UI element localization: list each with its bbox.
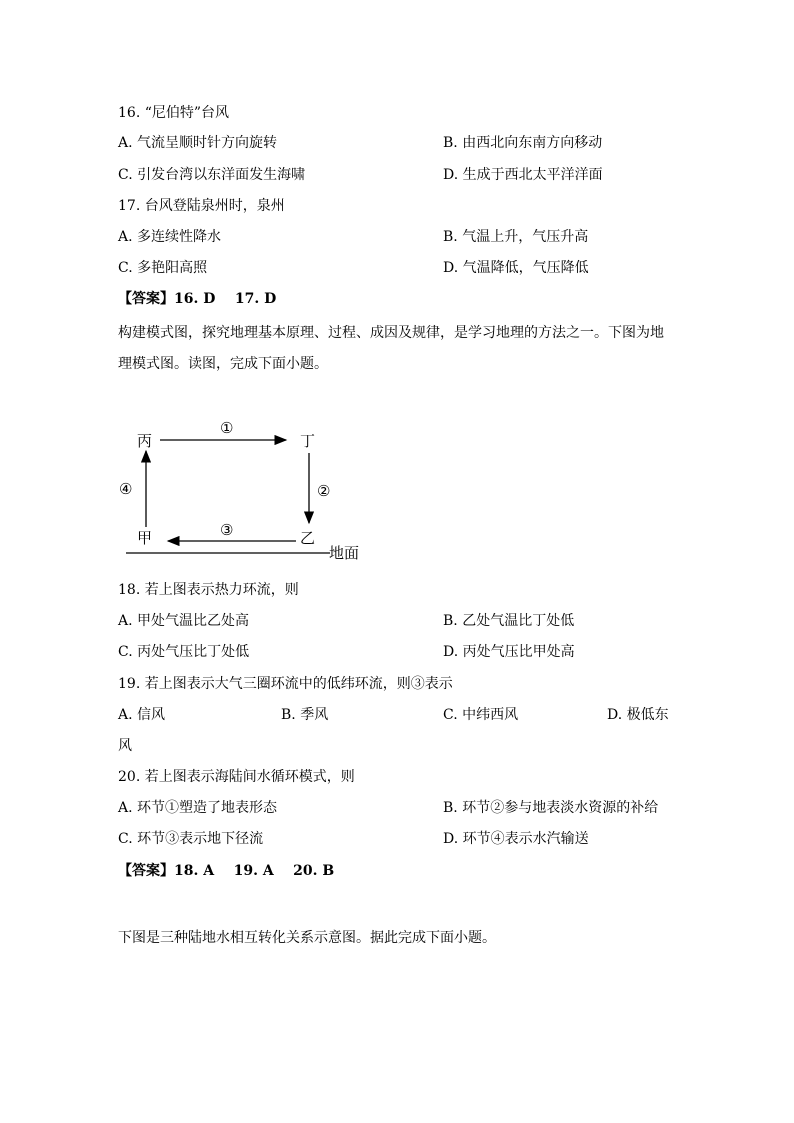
- label-4: ④: [119, 480, 133, 498]
- q17-option-c: C. 多艳阳高照: [118, 260, 208, 276]
- answer-text: 16. D 17. D: [174, 291, 277, 307]
- label-ground: 地面: [329, 544, 360, 562]
- q17-option-a: A. 多连续性降水: [118, 229, 222, 245]
- intro-line-2: 理模式图。读图，完成下面小题。: [118, 356, 328, 372]
- intro-line-1: 构建模式图，探究地理基本原理、过程、成因及规律，是学习地理的方法之一。下图为地: [118, 325, 664, 341]
- q19-stem: 19. 若上图表示大气三圈环流中的低纬环流，则③表示: [118, 676, 453, 692]
- q19-option-c: C. 中纬西风: [443, 707, 519, 723]
- q16-option-c: C. 引发台湾以东洋面发生海啸: [118, 167, 306, 183]
- label-bing: 丙: [137, 432, 153, 450]
- label-3: ③: [220, 521, 234, 539]
- q16-option-b: B. 由西北向东南方向移动: [443, 135, 603, 151]
- q17-stem: 17. 台风登陆泉州时，泉州: [118, 198, 285, 214]
- q16-option-d: D. 生成于西北太平洋洋面: [443, 167, 603, 183]
- label-2: ②: [317, 482, 331, 500]
- label-1: ①: [220, 419, 234, 437]
- answer-label: 【答案】: [118, 291, 174, 307]
- q18-option-b: B. 乙处气温比丁处低: [443, 613, 575, 629]
- q18-option-a: A. 甲处气温比乙处高: [118, 613, 250, 629]
- q20-stem: 20. 若上图表示海陆间水循环模式，则: [118, 769, 355, 785]
- q20-option-c: C. 环节③表示地下径流: [118, 831, 264, 847]
- answer-18-20: [118, 862, 334, 880]
- q19-option-b: B. 季风: [281, 707, 329, 723]
- q17-option-b: B. 气温上升，气压升高: [443, 229, 589, 245]
- q17-option-d: D. 气温降低，气压降低: [443, 260, 589, 276]
- geography-model-diagram: [110, 415, 370, 565]
- q19-option-a: A. 信风: [118, 707, 166, 723]
- outro-text: 下图是三种陆地水相互转化关系示意图。据此完成下面小题。: [118, 930, 496, 946]
- q20-option-a: A. 环节①塑造了地表形态: [118, 800, 278, 816]
- q20-option-d: D. 环节④表示水汽输送: [443, 831, 589, 847]
- answer-label: 【答案】: [118, 863, 174, 879]
- q19-option-d: D. 极低东: [607, 707, 669, 723]
- q18-stem: 18. 若上图表示热力环流，则: [118, 582, 299, 598]
- q20-option-b: B. 环节②参与地表淡水资源的补给: [443, 800, 659, 816]
- label-yi: 乙: [300, 529, 316, 547]
- q18-option-d: D. 丙处气压比甲处高: [443, 644, 575, 660]
- q16-option-a: A. 气流呈顺时针方向旋转: [118, 135, 278, 151]
- q19-option-d-continued: 风: [118, 738, 132, 754]
- answer-16-17: [118, 290, 276, 308]
- q16-stem: 16. “尼伯特”台风: [118, 105, 230, 121]
- label-ding: 丁: [300, 432, 316, 450]
- answer-text: 18. A 19. A 20. B: [174, 863, 335, 879]
- label-jia: 甲: [137, 529, 153, 547]
- q18-option-c: C. 丙处气压比丁处低: [118, 644, 250, 660]
